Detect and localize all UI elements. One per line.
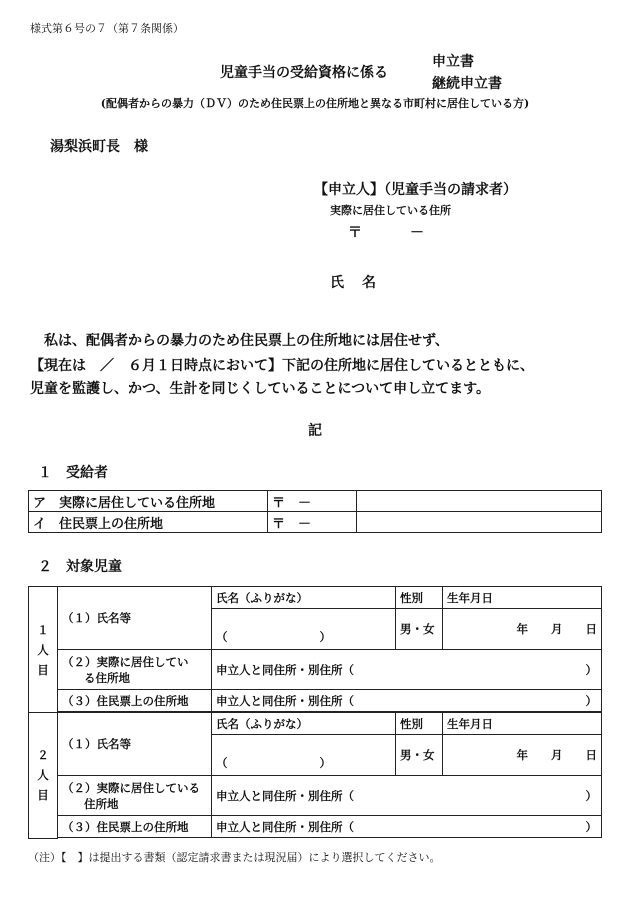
sex-header: 性別 — [396, 587, 443, 609]
dob-header: 生年月日 — [443, 587, 602, 609]
name-header: 氏名（ふりがな） — [212, 713, 396, 735]
recipient-table — [28, 490, 602, 533]
postal-cell[interactable]: 〒 － — [268, 491, 357, 512]
declaration-line-2: 【現在は ／ ６月１日時点において】下記の住所地に居住しているとともに、 — [30, 358, 534, 374]
addressee: 湯梨浜町長 様 — [50, 139, 148, 155]
footnote: （注）【 】は提出する書類（認定請求書または現況届）により選択してください。 — [28, 851, 441, 864]
section-2-heading: ２ 対象児童 — [38, 559, 122, 575]
table-row — [29, 587, 602, 609]
declaration-line-3: 児童を監護し、かつ、生計を同じくしていることについて申し立てます。 — [30, 381, 491, 397]
form-title: 児童手当の受給資格に係る — [220, 65, 388, 81]
title-option-application: 申立書 — [432, 54, 474, 70]
table-row — [29, 491, 602, 512]
declaration-line-1: 私は、配偶者からの暴力のため住民票上の住所地には居住せず、 — [30, 333, 449, 349]
ki-heading: 記 — [308, 423, 322, 439]
child-2-address-cell[interactable]: 申立人と同住所・別住所（ ） — [212, 776, 602, 816]
child-1-name-cell[interactable]: （ ） — [212, 609, 396, 650]
child-1-address-cell[interactable]: 申立人と同住所・別住所（ ） — [212, 650, 602, 690]
applicant-heading: 【申立人】（児童手当の請求者） — [314, 182, 517, 198]
section-1-heading: １ 受給者 — [38, 465, 108, 481]
table-row — [29, 650, 602, 690]
table-row — [29, 690, 602, 712]
child-2-row1-label: （１）氏名等 — [58, 713, 212, 776]
row-label: ア 実際に居住している住所地 — [29, 491, 268, 512]
child-1-row2-label: （２）実際に居住してい る住所地 — [58, 650, 212, 690]
table-row — [29, 776, 602, 816]
children-table — [28, 586, 602, 839]
table-row — [29, 512, 602, 533]
table-row — [29, 713, 602, 735]
child-2-row3-label: （３）住民票上の住所地 — [58, 816, 212, 838]
table-row — [29, 816, 602, 838]
sex-header: 性別 — [396, 713, 443, 735]
form-code: 様式第６号の７（第７条関係） — [30, 22, 184, 35]
child-2-name-cell[interactable]: （ ） — [212, 735, 396, 776]
row-label: イ 住民票上の住所地 — [29, 512, 268, 533]
name-header: 氏名（ふりがな） — [212, 587, 396, 609]
child-1-row1-label: （１）氏名等 — [58, 587, 212, 650]
child-2-registered-cell[interactable]: 申立人と同住所・別住所（ ） — [212, 816, 602, 838]
child-2-dob-cell[interactable]: 年 月 日 — [443, 735, 602, 776]
applicant-address-label: 実際に居住している住所 — [330, 204, 451, 217]
child-2-sex-cell[interactable]: 男・女 — [396, 735, 443, 776]
dob-header: 生年月日 — [443, 713, 602, 735]
child-1-dob-cell[interactable]: 年 月 日 — [443, 609, 602, 650]
postal-cell[interactable]: 〒 － — [268, 512, 357, 533]
child-1-row3-label: （３）住民票上の住所地 — [58, 690, 212, 712]
child-2-label: ２人目 — [29, 713, 58, 839]
postal-dash: － — [410, 225, 424, 241]
postal-mark: 〒 — [348, 225, 362, 241]
child-1-label: １人目 — [29, 587, 58, 713]
child-1-sex-cell[interactable]: 男・女 — [396, 609, 443, 650]
title-option-continuation: 継続申立書 — [432, 76, 502, 92]
address-cell[interactable] — [357, 491, 602, 512]
child-1-registered-cell[interactable]: 申立人と同住所・別住所（ ） — [212, 690, 602, 712]
form-subtitle: (配偶者からの暴力（ＤＶ）のため住民票上の住所地と異なる市町村に居住している方) — [100, 97, 530, 110]
child-2-row2-label: （２）実際に居住している 住所地 — [58, 776, 212, 816]
address-cell[interactable] — [357, 512, 602, 533]
applicant-name-label: 氏名 — [330, 275, 394, 291]
